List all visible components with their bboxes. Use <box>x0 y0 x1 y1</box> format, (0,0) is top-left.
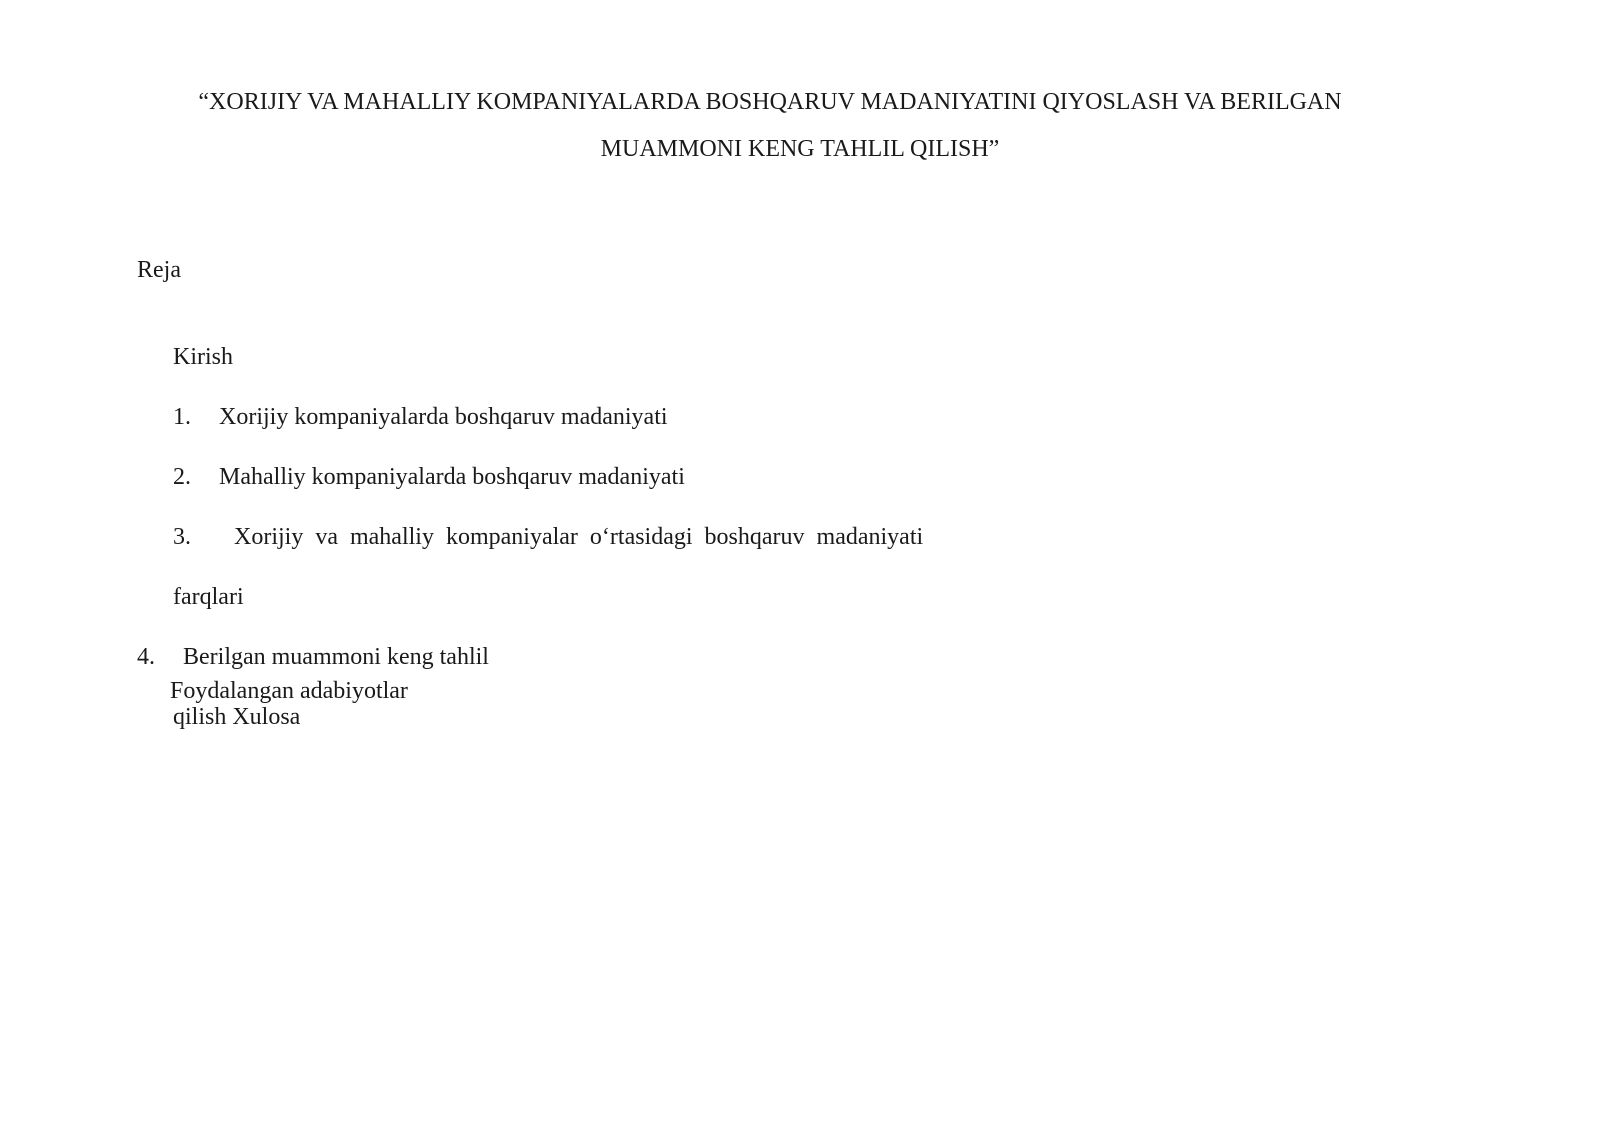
plan-item-3-text: Xorijiy va mahalliy kompaniyalar o‘rtasidagi boshqaruv madaniyati <box>234 524 924 550</box>
document-title-line-2: MUAMMONI KENG TAHLIL QILISH” <box>600 136 1000 162</box>
plan-item-3-number: 3. <box>173 524 191 550</box>
plan-item-4-continuation: qilish Xulosa <box>173 704 301 730</box>
plan-item-4-number: 4. <box>137 644 155 670</box>
plan-heading: Reja <box>137 257 181 283</box>
plan-item-2-text: Mahalliy kompaniyalarda boshqaruv madaniyati <box>219 464 685 490</box>
plan-item-1-number: 1. <box>173 404 191 430</box>
plan-item-1-text: Xorijiy kompaniyalarda boshqaruv madaniyati <box>219 404 668 430</box>
document-title-line-1: “XORIJIY VA MAHALLIY KOMPANIYALARDA BOSHQARUV MADANIYATINI QIYOSLASH VA BERILGAN <box>198 89 1342 115</box>
plan-item-2-number: 2. <box>173 464 191 490</box>
plan-item-3-continuation: farqlari <box>173 584 244 610</box>
plan-references: Foydalangan adabiyotlar <box>170 678 408 704</box>
plan-intro: Kirish <box>173 344 233 370</box>
plan-item-4-text: Berilgan muammoni keng tahlil <box>183 644 489 670</box>
